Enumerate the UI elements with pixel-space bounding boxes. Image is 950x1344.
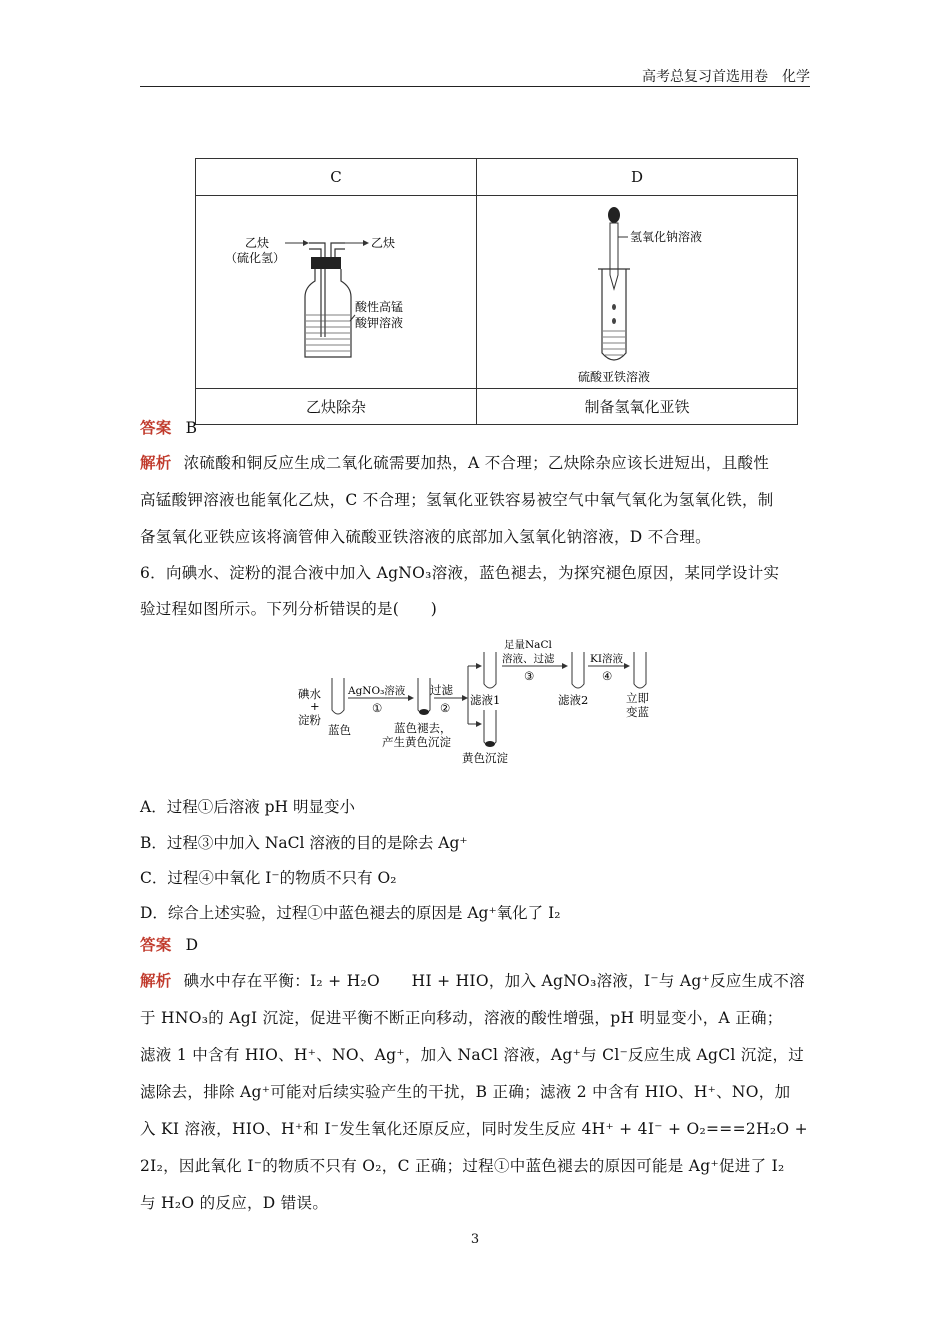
- q6-explain-line-6: 2I₂，因此氧化 I⁻的物质不只有 O₂，C 正确；过程①中蓝色褪去的原因可能是 Ag⁺促进了 I₂: [140, 1157, 785, 1175]
- flow-start1: 碘水: [298, 687, 321, 701]
- header-text: 高考总复习首选用卷 化学: [642, 69, 810, 85]
- flow-fade2: 产生黄色沉淀: [382, 735, 451, 749]
- q5-answer-label: 答案: [140, 418, 172, 437]
- q6-stem-2: 验过程如图所示。下列分析错误的是( ): [140, 600, 438, 618]
- option-d: D．综合上述实验，过程①中蓝色褪去的原因是 Ag⁺氧化了 I₂: [140, 904, 561, 922]
- c-in1: 乙炔: [245, 236, 270, 250]
- q6-answer-label: 答案: [140, 935, 172, 954]
- flow-filtrate2: 滤液2: [558, 693, 589, 707]
- flow-step2-num: ②: [440, 701, 451, 715]
- c-out: 乙炔: [371, 236, 396, 250]
- flow-filtrate1: 滤液1: [470, 693, 501, 707]
- col-d-header: D: [477, 159, 798, 196]
- flow-fade1: 蓝色褪去，: [394, 721, 452, 735]
- q6-explain-line-4: 滤除去，排除 Ag⁺可能对后续实验产生的干扰，B 正确；滤液 2 中含有 HIO、H⁺、NO，加: [140, 1083, 791, 1101]
- q6-explain-label: 解析: [140, 971, 172, 990]
- flow-step3-num: ③: [524, 669, 535, 683]
- flow-step4-top: KI溶液: [590, 653, 623, 665]
- q6-explain-text-1: 碘水中存在平衡：I₂ + H₂O HI + HIO，加入 AgNO₃溶液，I⁻与 Ag⁺反应生成不溶: [183, 972, 805, 990]
- flow-start3: 淀粉: [298, 713, 321, 727]
- flow-step1-top: AgNO₃溶液: [348, 685, 406, 697]
- d-bottom-label: 硫酸亚铁溶液: [578, 370, 651, 383]
- q6-answer-line: [140, 928, 810, 962]
- apparatus-table: [195, 158, 798, 425]
- q6-answer: D: [185, 936, 199, 954]
- option-c: C．过程④中氧化 I⁻的物质不只有 O₂: [140, 869, 397, 887]
- flow-end1: 立即: [626, 691, 649, 705]
- flow-step4-num: ④: [602, 669, 613, 683]
- q6-stem-1: 6．向碘水、淀粉的混合液中加入 AgNO₃溶液，蓝色褪去，为探究褪色原因，某同学设计实: [140, 564, 780, 582]
- option-a: A．过程①后溶液 pH 明显变小: [140, 798, 355, 816]
- apparatus-c: [196, 196, 477, 389]
- c-in2: （硫化氢）: [225, 251, 286, 265]
- q5-explain-line-3: 备氢氧化亚铁应该将滴管伸入硫酸亚铁溶液的底部加入氢氧化钠溶液，D 不合理。: [140, 528, 711, 546]
- page-number: 3: [470, 1232, 480, 1247]
- foot-d: 制备氢氧化亚铁: [477, 389, 798, 425]
- gas-wash-bottle-diagram: [197, 197, 475, 383]
- apparatus-d: [477, 196, 798, 389]
- q6-explain-line-5: 入 KI 溶液，HIO、H⁺和 I⁻发生氧化还原反应，同时发生反应 4H⁺ + 4I⁻ + O₂===2H₂O +: [140, 1120, 808, 1138]
- q5-explain-line-2: 高锰酸钾溶液也能氧化乙炔，C 不合理；氢氧化亚铁容易被空气中氧气氧化为氢氧化铁，制: [140, 491, 774, 509]
- q6-explain-line-2: 于 HNO₃的 AgI 沉淀，促进平衡不断正向移动，溶液的酸性增强，pH 明显变小，A 正确；: [140, 1009, 783, 1027]
- q6-explain-line-1: [140, 964, 810, 998]
- q5-answer: B: [185, 419, 198, 437]
- col-c-header: C: [196, 159, 477, 196]
- flow-start2: +: [310, 699, 320, 713]
- flow-blue: 蓝色: [328, 723, 351, 737]
- flow-step2-top: 过滤: [430, 683, 453, 697]
- flow-step1-num: ①: [372, 701, 383, 715]
- dropper-test-tube-diagram: [478, 197, 796, 383]
- experiment-flow-diagram: [290, 636, 690, 772]
- q6-explain-line-7: 与 H₂O 的反应，D 错误。: [140, 1194, 329, 1212]
- flow-yellow: 黄色沉淀: [462, 751, 508, 765]
- c-sol2: 酸钾溶液: [355, 316, 404, 330]
- foot-c: 乙炔除杂: [196, 389, 477, 425]
- option-b: B．过程③中加入 NaCl 溶液的目的是除去 Ag⁺: [140, 834, 468, 852]
- flow-step3-top2: 溶液、过滤: [502, 653, 555, 665]
- flow-step3-top1: 足量NaCl: [504, 639, 552, 651]
- q5-explain-text-1: 浓硫酸和铜反应生成二氧化硫需要加热，A 不合理；乙炔除杂应该长进短出，且酸性: [183, 454, 770, 472]
- q5-explain-line-1: [140, 446, 810, 480]
- q6-explain-line-3: 滤液 1 中含有 HIO、H⁺、NO、Ag⁺，加入 NaCl 溶液，Ag⁺与 Cl⁻反应生成 AgCl 沉淀，过: [140, 1046, 805, 1064]
- c-sol1: 酸性高锰: [355, 300, 404, 314]
- page-header: [140, 66, 810, 87]
- q5-explain-label: 解析: [140, 453, 172, 472]
- d-top-label: 氢氧化钠溶液: [630, 230, 703, 244]
- flow-end2: 变蓝: [626, 705, 649, 719]
- q5-answer-line: [140, 411, 810, 445]
